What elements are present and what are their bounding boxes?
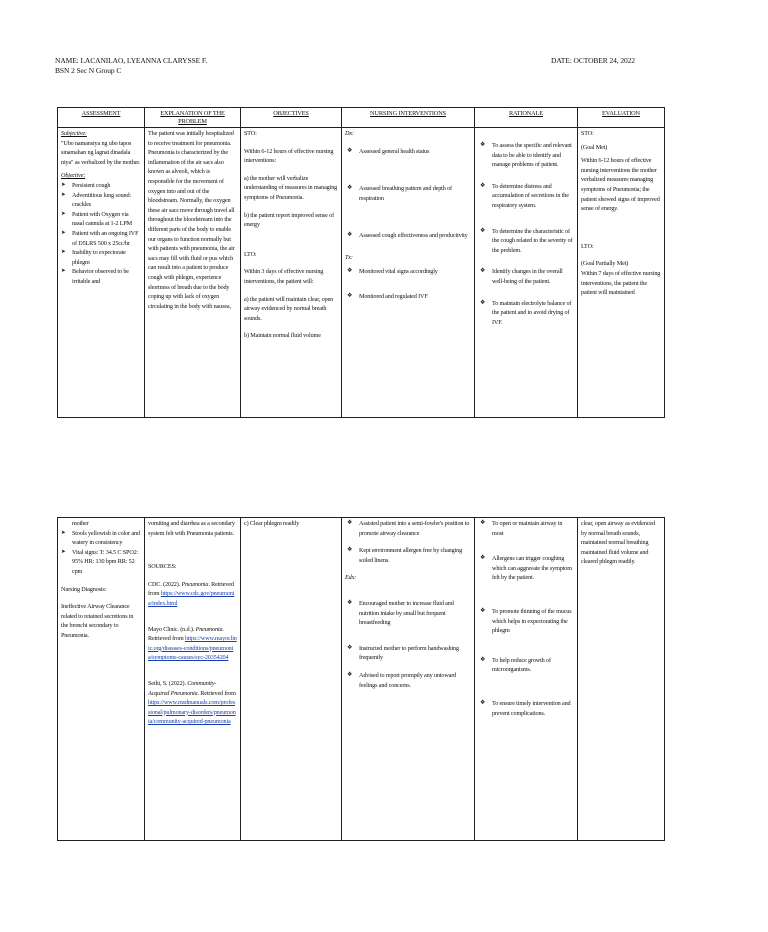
care-plan-table-page2 [57,517,665,841]
nursing-diagnosis-label: Nursing Diagnosis: [61,585,107,593]
list-item: ➤ Stools yellowish in color and watery in consistency [61,529,141,548]
eval-lto-text: Within 7 days of effective nursing interventions, the patient the patient will maintained [581,269,661,297]
date-label: DATE: OCTOBER 24, 2022 [551,56,635,65]
student-name: NAME: LACANILAO, LYEANNA CLARYSSE F. [55,56,208,65]
eval-lto-label: LTO: [581,242,594,250]
rationale-cell [475,518,578,841]
list-item: ➤ Vital signs: T: 34.5 C SPO2: 95% HR: 130 bpm RR: 52 cpm [61,548,141,577]
col-assessment: ASSESSMENT [58,108,145,128]
explanation-text: The patient was initially hospitalized to receive treatment for pneumonia. Pneumonia is characterized by the inflammation of the air sacs also known as alveoli, which is responsible for the movement of oxygen into and out of the bloodstream. Normally, the oxygen these air sacs move through travel all throughout the bloodstream into the different parts of the body to enable our organs to function normally but with patients with pneumonia, the air sacs may fill with fluid or pus which can result into a patient to produce cough with phlegm, experience shortness of breath due to the body coping up with lack of oxygen circulating in the body with nausea, [148,130,235,310]
sto-b: b) the patient report improved sense of energy [244,211,335,229]
explanation-continued: vomiting and diarrhea as a secondary system felt with Pneumonia patients. [148,520,235,537]
intervention-item: ❖ Encouraged mother to increase fluid and nutrition intake by small but frequent breastfeeding [345,599,471,628]
objective-label: Objective: [61,172,86,180]
sto-label: STO: [244,130,257,137]
col-explanation: EXPLANATION OF THE PROBLEM [145,108,241,128]
intervention-item: ❖ Advised to report promptly any untoward feelings and concerns. [345,671,471,690]
subjective-label: Subjective: [61,130,87,137]
edx-label: Edx: [345,574,357,582]
list-item: ➤ Patient with an ongoing IVF of D5LRS 500 x 25cc/hr [61,229,141,248]
objective-c: c) Clear phlegm readily [244,520,300,527]
content-row [58,128,665,418]
assessment-cell [58,128,145,418]
assessment-continued: mother [72,520,89,527]
objectives-cell [241,128,342,418]
intervention-item: ❖ Monitored vital signs accordingly [345,267,471,277]
evaluation-cell [578,128,665,418]
content-row [58,518,665,841]
dx-label: Dx: [345,130,354,137]
evaluation-continued: clear, open airway as evidenced by normal breath sounds, maintained normal breathing maintained fluid volume and cleared phlegm readily. [581,520,655,566]
source-entry: Mayo Clinic. (n.d.). Pneumonia. Retrieved from https://www.mayoclinic.org/diseases-conditions/pneumonia/symptoms-causes/syc-20354204 [148,625,237,662]
tx-label: Tx: [345,253,353,261]
intervention-item: ❖ Assisted patient into a semi-fowler's position to promote airway clearance [345,519,471,538]
rationale-item: ❖ To determine the characteristic of the cough related to the severity of the problem. [478,227,574,256]
rationale-item: ❖ To open or maintain airway in most [478,519,574,538]
rationale-item: ❖ To assess the specific and relevant data to be able to identify and manage problems of patient. [478,141,574,170]
rationale-item: ❖ To determine distress and accumulation of secretions in the respiratory system. [478,182,574,211]
rationale-item: ❖ To maintain electrolyte balance of the patient and to avoid drying of IVF. [478,299,574,328]
list-item: ➤ Patient with Oxygen via nasal cannula at 1-2 LPM [61,210,141,229]
eval-lto-goal: (Goal Partially Met) [581,260,629,268]
col-rationale: RATIONALE [475,108,578,128]
rationale-cell [475,128,578,418]
objective-list [61,181,141,287]
col-objectives: OBJECTIVES [241,108,342,128]
eval-sto-label: STO: [581,130,594,137]
subjective-quote: "Ubo namansiya ng ubo tapos sinamahan ng lagnat dinadala niya" as verbalized by the mother. [61,139,141,166]
source-link[interactable]: https://www.cdc.gov/pneumonia/index.html [148,590,235,607]
objectives-cell [241,518,342,841]
col-interventions: NURSING INTERVENTIONS [342,108,475,128]
intervention-item: ❖ Kept environment allergen free by changing soiled linens. [345,546,471,565]
list-item: ➤ Behavior observed to be irritable and [61,267,141,286]
intervention-item: ❖ Assessed cough effectiveness and productivity [345,231,471,241]
list-item: ➤ Inability to expectorate phlegm [61,248,141,267]
sto-text: Within 6-12 hours of effective nursing interventions: [244,147,334,165]
interventions-cell [342,128,475,418]
rationale-item: ❖ To ensure timely intervention and prevent complications. [478,699,574,718]
nursing-diagnosis-text: Ineffective Airway Clearance related to retained secretions in the bronchi secondary to Pneumonia. [61,603,134,639]
rationale-item: ❖ Allergens can trigger coughing which can aggravate the symptom felt by the patient. [478,554,574,583]
eval-sto-text: Within 6-12 hours of effective nursing interventions the mother verbalized measures managing symptoms of Pneumonia; the patient showed signs of improved sense of energy. [581,157,660,213]
objective-list [61,529,141,577]
eval-sto-goal: (Goal Met) [581,143,608,151]
source-link[interactable]: https://www.msdmanuals.com/professional/pulmonary-disorders/pneumonia/community-acquired-pneumonia [148,699,236,726]
rationale-item: ❖ To promote thinning of the mucus which helps in expectorating the phlegm [478,607,574,636]
assessment-cell [58,518,145,841]
list-item: ➤ Persistent cough [61,181,141,191]
intervention-item: ❖ Monitored and regulated IVF [345,292,471,302]
intervention-item: ❖ Instructed mother to perform handwashing frequently [345,644,471,663]
explanation-cell [145,518,241,841]
header-row [58,108,665,128]
source-link[interactable]: https://www.mayoclinic.org/diseases-conditions/pneumonia/symptoms-causes/syc-20354204 [148,635,237,662]
evaluation-cell [578,518,665,841]
sto-a: a) the mother will verbalize understanding of measures in managing symptoms of Pneumonia. [244,174,338,201]
lto-b: b) Maintain normal fluid volume [244,332,321,340]
source-entry: CDC. (2022). Pneumonia. Retrieved from https://www.cdc.gov/pneumonia/index.html [148,580,235,607]
intervention-item: ❖ Assessed breathing pattern and depth of respiration [345,184,471,203]
list-item: ➤ Adventitious lung sound: crackles [61,191,141,210]
rationale-item: ❖ Identify changes in the overall well-being of the patient. [478,267,574,286]
lto-label: LTO: [244,250,257,258]
explanation-cell [145,128,241,418]
care-plan-table-page1 [57,107,665,418]
rationale-item: ❖ To help reduce growth of microorganisms. [478,656,574,675]
section-label: BSN 2 Sec N Group C [55,66,122,75]
sources-label: SOURCES: [148,563,177,571]
col-evaluation: EVALUATION [578,108,665,128]
lto-a: a) the patient will maintain clear, open airway evidenced by normal breath sounds. [244,295,334,322]
lto-text: Within 3 days of effective nursing interventions, the patient will: [244,268,324,285]
intervention-item: ❖ Assessed general health status [345,147,471,157]
interventions-cell [342,518,475,841]
source-entry: Sethi, S. (2022). Community-Acquired Pneumonia. Retrieved from https://www.msdmanuals.com/professional/pulmonary-disorders/pneumonia/community-acquired-pneumonia [148,679,236,726]
